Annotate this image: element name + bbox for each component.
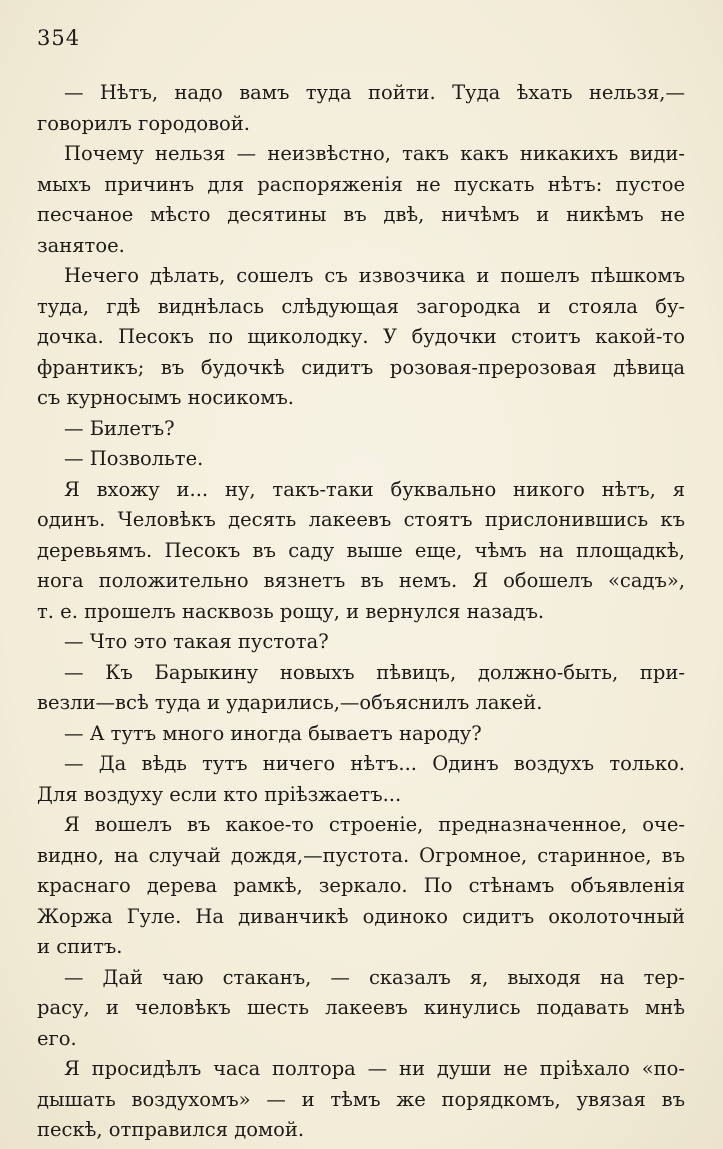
text-line: — Да вѣдь тутъ ничего нѣтъ... Одинъ воздухъ только.	[64, 752, 685, 775]
text-line: пескѣ, отправился домой.	[37, 1118, 305, 1141]
text-line: Почему нельзя — неизвѣстно, такъ какъ никакихъ види-	[64, 142, 685, 165]
text-line: дочка. Песокъ по щиколодку. У будочки стоитъ какой-то	[37, 325, 685, 348]
text-line: и спитъ.	[37, 935, 123, 958]
text-line: — Дай чаю стаканъ, — сказалъ я, выходя на тер-	[64, 965, 685, 989]
text-line: Я вхожу и... ну, такъ-таки буквально никого нѣтъ, я	[64, 477, 685, 501]
text-line: Жоржа Гуле. На диванчикѣ одиноко сидитъ околоточный	[37, 904, 685, 928]
text-line: съ курносымъ носикомъ.	[37, 386, 294, 409]
text-line: франтикъ; въ будочкѣ сидитъ розовая-прерозовая дѣвица	[37, 355, 685, 379]
text-line: видно, на случай дождя,—пустота. Огромное, старинное, въ	[37, 843, 685, 867]
text-line: — Что это такая пустота?	[64, 630, 329, 653]
text-line: одинъ. Человѣкъ десять лакеевъ стоятъ прислонившись къ	[37, 508, 685, 531]
page-number: 354	[37, 26, 81, 50]
text-line: расу, и человѣкъ шесть лакеевъ кинулись подавать мнѣ	[37, 996, 685, 1019]
text-line: занятое.	[37, 233, 125, 257]
text-line: — А тутъ много иногда бываетъ народу?	[64, 721, 482, 745]
text-line: Я просидѣлъ часа полтора — ни души не пріѣхало «по-	[64, 1057, 685, 1080]
text-line: — Къ Барыкину новыхъ пѣвицъ, должно-быть, при-	[64, 660, 685, 684]
text-line: Я вошелъ въ какое-то строеніе, предназначенное, оче-	[64, 813, 685, 836]
text-line: песчаное мѣсто десятины въ двѣ, ничѣмъ и никѣмъ не	[37, 203, 685, 226]
text-line: дышать воздухомъ» — и тѣмъ же порядкомъ, увязая въ	[37, 1087, 685, 1111]
text-line: деревьямъ. Песокъ въ саду выше еще, чѣмъ на площадкѣ,	[37, 538, 685, 562]
text-line: Для воздуху если кто пріѣзжаетъ...	[37, 782, 402, 806]
text-line: Нечего дѣлать, сошелъ съ извозчика и пошелъ пѣшкомъ	[64, 264, 685, 287]
text-line: туда, гдѣ виднѣлась слѣдующая загородка и стояла бу-	[37, 294, 685, 318]
text-line: — Билетъ?	[64, 416, 175, 440]
text-line: мыхъ причинъ для распоряженія не пускать нѣтъ: пустое	[37, 172, 685, 196]
text-line: везли—всѣ туда и ударились,—объяснилъ лакей.	[37, 691, 543, 714]
text-line: говорилъ городовой.	[37, 111, 250, 135]
text-line: — Позвольте.	[64, 447, 204, 470]
text-line: нога положительно вязнетъ въ немъ. Я обошелъ «садъ»,	[37, 569, 685, 592]
text-line: — Нѣтъ, надо вамъ туда пойти. Туда ѣхать нельзя,—	[64, 81, 685, 104]
text-line: т. е. прошелъ насквозь рощу, и вернулся назадъ.	[37, 599, 545, 623]
body-text	[37, 78, 685, 1146]
text-line: его.	[37, 1026, 77, 1050]
text-line: краснаго дерева рамкѣ, зеркало. По стѣнамъ объявленія	[37, 874, 685, 897]
